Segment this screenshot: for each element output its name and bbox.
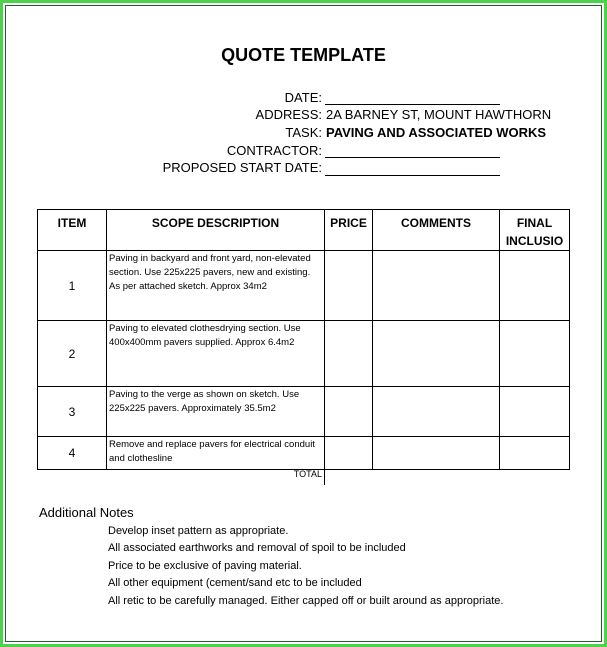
row-price-cell[interactable] bbox=[325, 387, 373, 437]
notes-heading: Additional Notes bbox=[39, 505, 134, 520]
note-item: All other equipment (cement/sand etc to be included bbox=[108, 577, 362, 590]
header-final-inclusion: FINAL INCLUSIO bbox=[500, 210, 570, 251]
total-label: TOTAL bbox=[293, 469, 322, 479]
header-scope-description: SCOPE DESCRIPTION bbox=[107, 210, 325, 251]
row-description: Paving to the verge as shown on sketch. Use 225x225 pavers. Approximately 35.5m2 bbox=[107, 387, 325, 437]
row-comments-cell[interactable] bbox=[373, 251, 500, 321]
row-item-number: 3 bbox=[38, 387, 107, 437]
row-final-cell[interactable] bbox=[500, 387, 570, 437]
row-final-cell[interactable] bbox=[500, 437, 570, 470]
row-comments-cell[interactable] bbox=[373, 437, 500, 470]
table-row bbox=[38, 321, 570, 387]
row-comments-cell[interactable] bbox=[373, 387, 500, 437]
row-price-cell[interactable] bbox=[325, 437, 373, 470]
address-value: 2A BARNEY ST, MOUNT HAWTHORN bbox=[326, 107, 552, 122]
document-title: QUOTE TEMPLATE bbox=[221, 45, 386, 65]
contractor-label: CONTRACTOR: bbox=[226, 143, 322, 158]
row-description: Paving in backyard and front yard, non-elevated section. Use 225x225 pavers, new and existing. As per attached sketch. Approx 34m2 bbox=[107, 251, 325, 321]
start-date-field[interactable] bbox=[325, 175, 500, 176]
date-label: DATE: bbox=[284, 90, 322, 105]
note-item: Develop inset pattern as appropriate. bbox=[108, 525, 289, 537]
row-description: Paving to elevated clothesdrying section. Use 400x400mm pavers supplied. Approx 6.4m2 bbox=[107, 321, 325, 387]
note-item: Price to be exclusive of paving material. bbox=[108, 559, 302, 572]
quote-table bbox=[37, 209, 570, 470]
row-item-number: 1 bbox=[38, 251, 107, 321]
date-field[interactable] bbox=[325, 104, 500, 105]
note-item: All retic to be carefully managed. Either capped off or built around as appropriate. bbox=[108, 594, 504, 607]
total-cell-divider bbox=[324, 467, 325, 485]
header-item: ITEM bbox=[38, 210, 107, 251]
header-comments: COMMENTS bbox=[373, 210, 500, 251]
row-item-number: 2 bbox=[38, 321, 107, 387]
header-price: PRICE bbox=[325, 210, 373, 251]
start-date-label: PROPOSED START DATE: bbox=[162, 160, 322, 175]
table-row bbox=[38, 437, 570, 470]
row-price-cell[interactable] bbox=[325, 251, 373, 321]
task-label: TASK: bbox=[285, 125, 322, 140]
table-row bbox=[38, 387, 570, 437]
row-price-cell[interactable] bbox=[325, 321, 373, 387]
note-item: All associated earthworks and removal of spoil to be included bbox=[108, 542, 406, 555]
table-header-row bbox=[38, 210, 570, 251]
row-comments-cell[interactable] bbox=[373, 321, 500, 387]
address-label: ADDRESS: bbox=[255, 107, 322, 122]
task-value: PAVING AND ASSOCIATED WORKS bbox=[326, 125, 547, 140]
row-item-number: 4 bbox=[38, 437, 107, 470]
row-description: Remove and replace pavers for electrical conduit and clothesline bbox=[107, 437, 325, 470]
table-row bbox=[38, 251, 570, 321]
row-final-cell[interactable] bbox=[500, 321, 570, 387]
row-final-cell[interactable] bbox=[500, 251, 570, 321]
contractor-field[interactable] bbox=[325, 157, 500, 158]
notes-list bbox=[108, 523, 503, 610]
